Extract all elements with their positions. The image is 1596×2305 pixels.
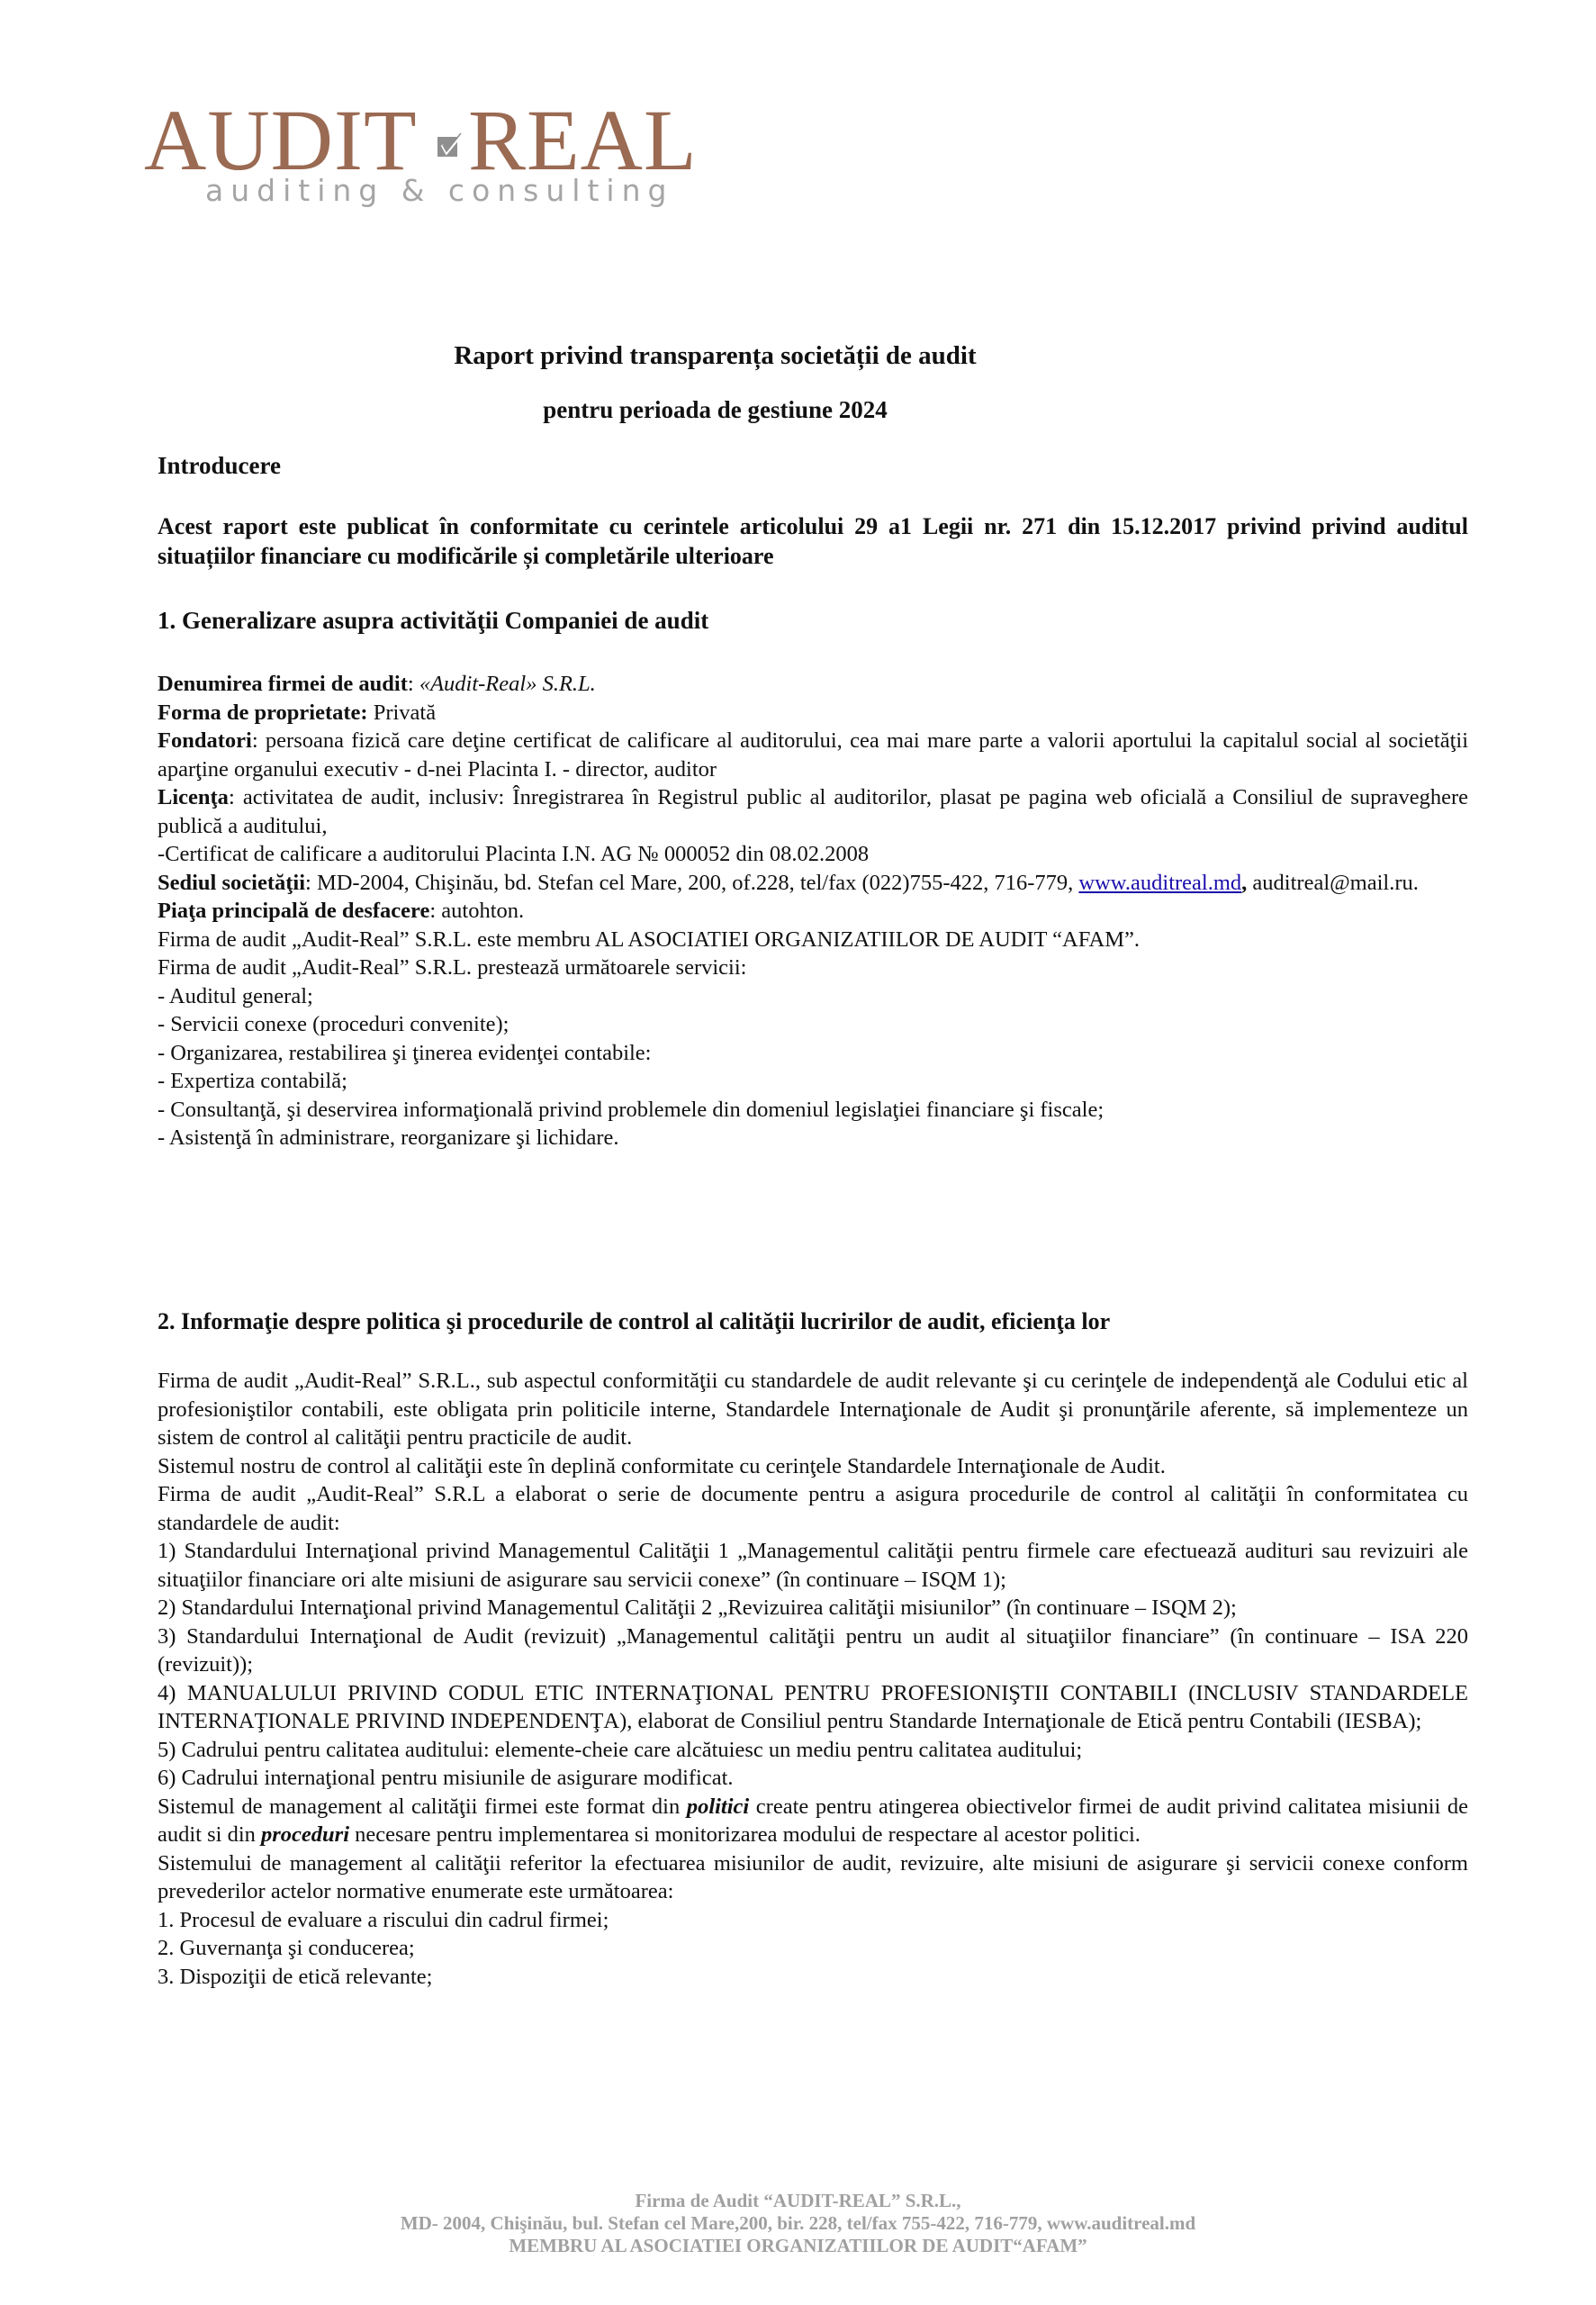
procedures-emphasis: proceduri xyxy=(261,1822,350,1847)
section-2-paragraph-4 xyxy=(158,1793,1468,1849)
certificate-row: -Certificat de calificare a auditorului Placinta I.N. AG № 000052 din 08.02.2008 xyxy=(158,842,870,866)
market-row: Piaţa principală de desfacere: autohton. xyxy=(158,899,525,923)
logo-word-real: REAL xyxy=(468,92,698,188)
service-item: - Asistenţă în administrare, reorganizare şi lichidare. xyxy=(158,1125,619,1150)
company-logo xyxy=(144,92,720,214)
membership-row: Firma de audit „Audit-Real” S.R.L. este membru AL ASOCIATIEI ORGANIZATIILOR DE AUDIT “AFAM”. xyxy=(158,927,1140,952)
standard-item: 1) Standardului Internaţional privind Managementul Calităţii 1 „Managementul calităţii pentru firmele care efectuează audituri sau revizuiri ale situaţiilor financiare ori alte misiuni de asigurare sau servicii conexe” (în continuare – ISQM 1); xyxy=(158,1539,1468,1592)
component-item: 1. Procesul de evaluare a riscului din cadrul firmei; xyxy=(158,1907,609,1932)
seat-value: MD-2004, Chişinău, bd. Stefan cel Mare, 200, of.228, tel/fax (022)755-422, 716-779, xyxy=(316,870,1074,895)
seat-row: Sediul societăţii: MD-2004, Chişinău, bd. Stefan cel Mare, 200, of.228, tel/fax (022)755-422, 716-779, www.auditreal.md, auditreal@mail.ru. xyxy=(158,870,1419,895)
services-intro: Firma de audit „Audit-Real” S.R.L. prestează următoarele servicii: xyxy=(158,955,747,980)
standard-item: 3) Standardului Internaţional de Audit (revizuit) „Managementul calităţii pentru un audit al situaţiilor financiare” (în continuare – ISA 220 (revizuit)); xyxy=(158,1623,1468,1677)
firm-name-label: Denumirea firmei de audit xyxy=(158,672,408,696)
email-text: auditreal@mail.ru. xyxy=(1252,870,1419,895)
section-2-paragraph-3: Firma de audit „Audit-Real” S.R.L a elaborat o serie de documente pentru a asigura procedurile de control al calităţii în conformitatea cu standardele de audit: xyxy=(158,1482,1468,1535)
market-label: Piaţa principală de desfacere xyxy=(158,899,430,923)
footer-line-1: Firma de Audit “AUDIT-REAL” S.R.L., xyxy=(635,2190,961,2211)
checkbox-check-icon xyxy=(437,131,464,158)
footer-line-3: MEMBRU AL ASOCIATIEI ORGANIZATIILOR DE AUDIT“AFAM” xyxy=(509,2235,1087,2256)
license-label: Licenţa xyxy=(158,785,229,809)
license-row: Licenţa: activitatea de audit, inclusiv: Înregistrarea în Registrul public al auditorilor, plasat pe pagina web oficială a Consiliul de supraveghere publică a auditului, xyxy=(158,785,1468,838)
page-footer xyxy=(0,2190,1596,2257)
section-2-paragraph-1: Firma de audit „Audit-Real” S.R.L., sub aspectul conformităţii cu standardele de audit relevante şi cu cerinţele de independenţă ale Codului etic al profesioniştilor contabili, este obligata prin politicile interne, Standardele Internaţionale de Audit şi pronunţările aferente, să implementeze un sistem de control al calităţii pentru practicile de audit. xyxy=(158,1369,1468,1450)
ownership-value: Privată xyxy=(373,700,437,725)
section-1-body xyxy=(158,670,1468,1152)
service-item: - Organizarea, restabilirea şi ţinerea evidenţei contabile: xyxy=(158,1040,652,1065)
service-item: - Servicii conexe (proceduri convenite); xyxy=(158,1012,509,1036)
intro-heading: Introducere xyxy=(158,452,281,479)
founders-row: Fondatori: persoana fizică care deţine certificat de calificare al auditorului, cea mai mare parte a valorii aportului la capitalul social al societăţii aparţine organului executiv - d-nei Placinta I. - director, auditor xyxy=(158,728,1468,782)
logo-tagline: auditing & consulting xyxy=(205,173,674,208)
market-value: autohton. xyxy=(441,899,525,923)
report-subtitle: pentru perioada de gestiune 2024 xyxy=(543,396,888,423)
firm-name-value: «Audit-Real» S.R.L. xyxy=(419,672,596,696)
standard-item: 2) Standardului Internaţional privind Managementul Calităţii 2 „Revizuirea calităţii misiunilor” (în continuare – ISQM 2); xyxy=(158,1595,1237,1620)
founders-value: persoana fizică care deţine certificat de calificare al auditorului, cea mai mare parte a valorii aportului la capitalul social al societăţii aparţine organului executiv - d-nei Placinta I. - director, auditor xyxy=(158,728,1468,782)
component-item: 2. Guvernanţa şi conducerea; xyxy=(158,1936,415,1960)
website-link[interactable]: www.auditreal.md xyxy=(1078,870,1242,895)
ownership-label: Forma de proprietate: xyxy=(158,700,368,725)
founders-label: Fondatori xyxy=(158,728,252,753)
section-2-paragraph-5: Sistemului de management al calităţii referitor la efectuarea misiunilor de audit, revizuire, alte misiuni de asigurare şi servicii conexe conform prevederilor actelor normative enumerate este următoarea: xyxy=(158,1850,1468,1903)
license-value: activitatea de audit, inclusiv: Înregistrarea în Registrul public al auditorilor, plasat pe pagina web oficială a Consiliul de supraveghere publică a auditului, xyxy=(158,785,1468,838)
intro-paragraph: Acest raport este publicat în conformitate cu cerintele articolului 29 a1 Legii nr. 271 din 15.12.2017 privind privind auditul situațiilor financiare cu modificările și completările ulterioare xyxy=(158,513,1468,569)
report-title: Raport privind transparența societății de audit xyxy=(454,341,977,370)
section-2-paragraph-2: Sistemul nostru de control al calităţii este în deplină conformitate cu cerinţele Standardele Internaţionale de Audit. xyxy=(158,1453,1166,1478)
standard-item: 6) Cadrului internaţional pentru misiunile de asigurare modificat. xyxy=(158,1766,734,1790)
section-2-body xyxy=(158,1367,1468,1991)
p4-text-c: necesare pentru implementarea si monitorizarea modului de respectare al acestor politici. xyxy=(349,1822,1141,1847)
section-1-heading: 1. Generalizare asupra activităţii Companiei de audit xyxy=(158,607,709,634)
p4-text-b: create pentru atingerea obiectivelor firmei de audit privind calitatea misiunii de audit si din xyxy=(158,1794,1469,1847)
policies-emphasis: politici xyxy=(686,1794,750,1819)
component-item: 3. Dispoziţii de etică relevante; xyxy=(158,1964,433,1989)
service-item: - Auditul general; xyxy=(158,983,313,1008)
seat-label: Sediul societăţii xyxy=(158,870,306,895)
standard-item: 5) Cadrului pentru calitatea auditului: elemente-cheie care alcătuiesc un mediu pentru calitatea auditului; xyxy=(158,1737,1083,1762)
service-item: - Expertiza contabilă; xyxy=(158,1069,347,1093)
p4-text-a: Sistemul de management al calităţii firmei este format din xyxy=(158,1794,687,1819)
section-2-heading: 2. Informaţie despre politica şi procedurile de control al calităţii lucririlor de audit, eficienţa lor xyxy=(158,1308,1111,1334)
footer-line-2: MD- 2004, Chişinău, bul. Stefan cel Mare,200, bir. 228, tel/fax 755-422, 716-779, www.auditreal.md xyxy=(400,2212,1196,2234)
service-item: - Consultanţă, şi deservirea informaţională privind problemele din domeniul legislaţiei financiare şi fiscale; xyxy=(158,1097,1105,1122)
logo-word-audit: AUDIT xyxy=(144,92,418,188)
ownership-row xyxy=(158,699,1468,728)
firm-name-row: Denumirea firmei de audit: «Audit-Real» S.R.L. xyxy=(158,672,596,696)
standard-item: 4) MANUALULUI PRIVIND CODUL ETIC INTERNAŢIONAL PENTRU PROFESIONIŞTII CONTABILI (INCLUSIV STANDARDELE INTERNAŢIONALE PRIVIND INDEPENDENŢA), elaborat de Consiliul pentru Standarde Internaţionale de Etică pentru Contabili (IESBA); xyxy=(158,1680,1468,1733)
